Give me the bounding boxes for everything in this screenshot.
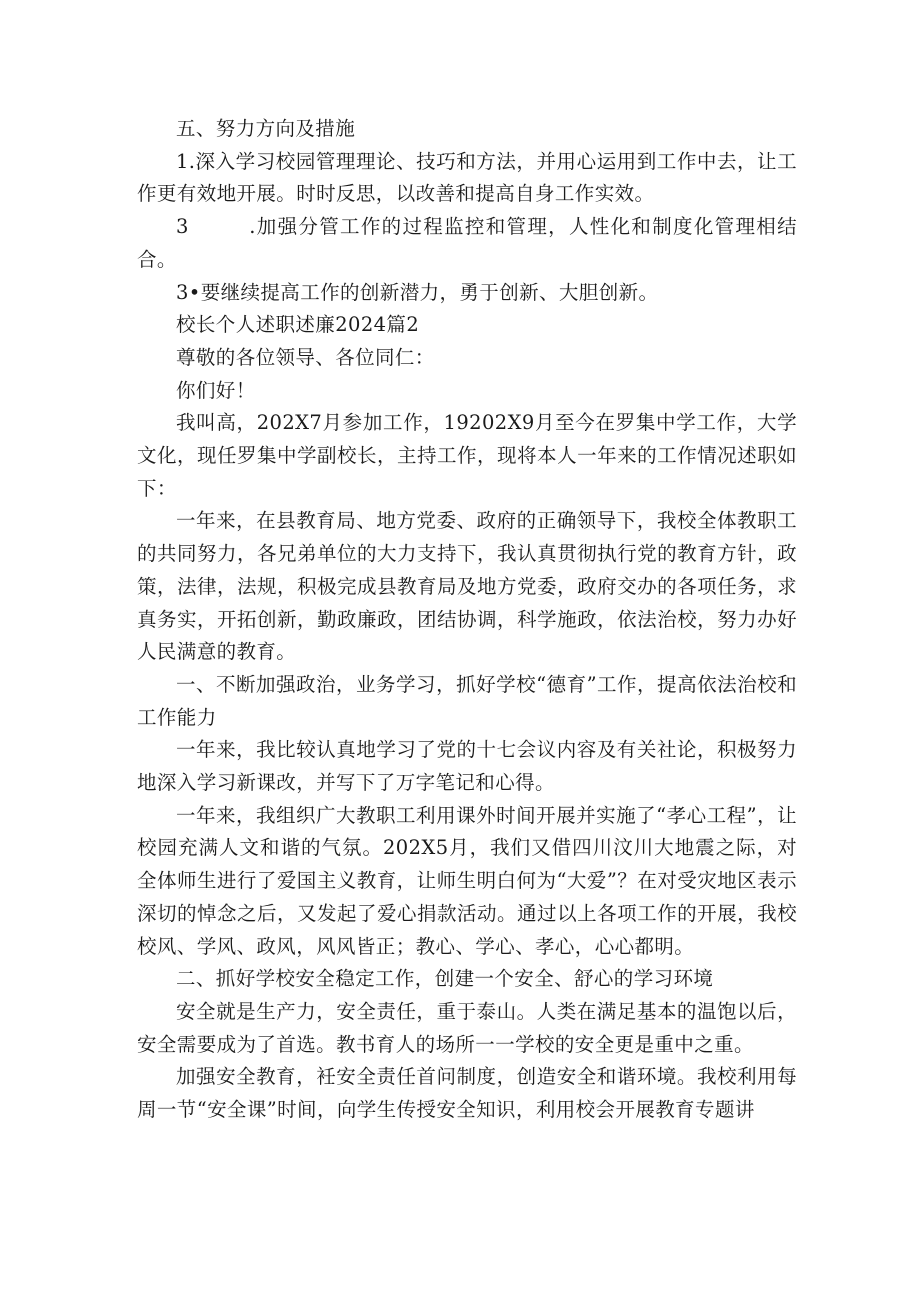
paragraph-measure-3: 3•要继续提高工作的创新潜力，勇于创新、大胆创新。 [176,280,659,304]
measure-2-number: 3 [176,215,189,239]
section-heading-2: 二、抓好学校安全稳定工作，创建一个安全、舒心的学习环境 [176,967,714,991]
paragraph-measure-2 [137,211,797,276]
article-title: 校长个人述职述廉2024篇2 [176,313,420,337]
paragraph-measure-1: 1.深入学习校园管理理论、技巧和方法，并用心运用到工作中去，让工作更有效地开展。时时反思，以改善和提高自身工作实效。 [137,149,797,206]
section-heading-5: 五、努力方向及措施 [176,117,356,140]
paragraph-study: 一年来，我比较认真地学习了党的十七会议内容及有关社论，积极努力地深入学习新课改，并写下了万字笔记和心得。 [137,738,797,795]
salutation: 尊敬的各位领导、各位同仁： [176,345,435,369]
measure-2-text: .加强分管工作的过程监控和管理，人性化和制度化管理相结合。 [137,215,797,271]
document-body [137,113,797,1127]
paragraph-activities: 一年来，我组织广大教职工利用课外时间开展并实施了“孝心工程”，让校园充满人文和谐的气氛。202X5月，我们又借四川汶川大地震之际，对全体师生进行了爱国主义教育，让师生明白何为“大爱”？在对受灾地区表示深切的悼念之后，又发起了爱心捐款活动。通过以上各项工作的开展，我校校风、学风、政风，风风皆正；教心、学心、孝心，心心都明。 [137,803,797,958]
section-heading-1: 一、不断加强政治，业务学习，抓好学校“德育”工作，提高依法治校和工作能力 [137,672,797,729]
paragraph-safety: 安全就是生产力，安全责任，重于泰山。人类在满足基本的温饱以后，安全需要成为了首选。教书育人的场所一一学校的安全更是重中之重。 [137,999,797,1056]
paragraph-safety-education: 加强安全教育，衽安全责任首问制度，创造安全和谐环境。我校利用每周一节“安全课”时间，向学生传授安全知识，利用校会开展教育专题讲 [137,1065,797,1122]
greeting: 你们好！ [176,378,256,402]
paragraph-introduction: 我叫高，202X7月参加工作，19202X9月至今在罗集中学工作，大学文化，现任罗集中学副校长，主持工作，现将本人一年来的工作情况述职如下： [137,411,797,500]
paragraph-overview: 一年来，在县教育局、地方党委、政府的正确领导下，我校全体教职工的共同努力，各兄弟单位的大力支持下，我认真贯彻执行党的教育方针，政策，法律，法规，积极完成县教育局及地方党委，政府交办的各项任务，求真务实，开拓创新，勤政廉政，团结协调，科学施政，依法治校，努力办好人民满意的教育。 [137,509,797,664]
